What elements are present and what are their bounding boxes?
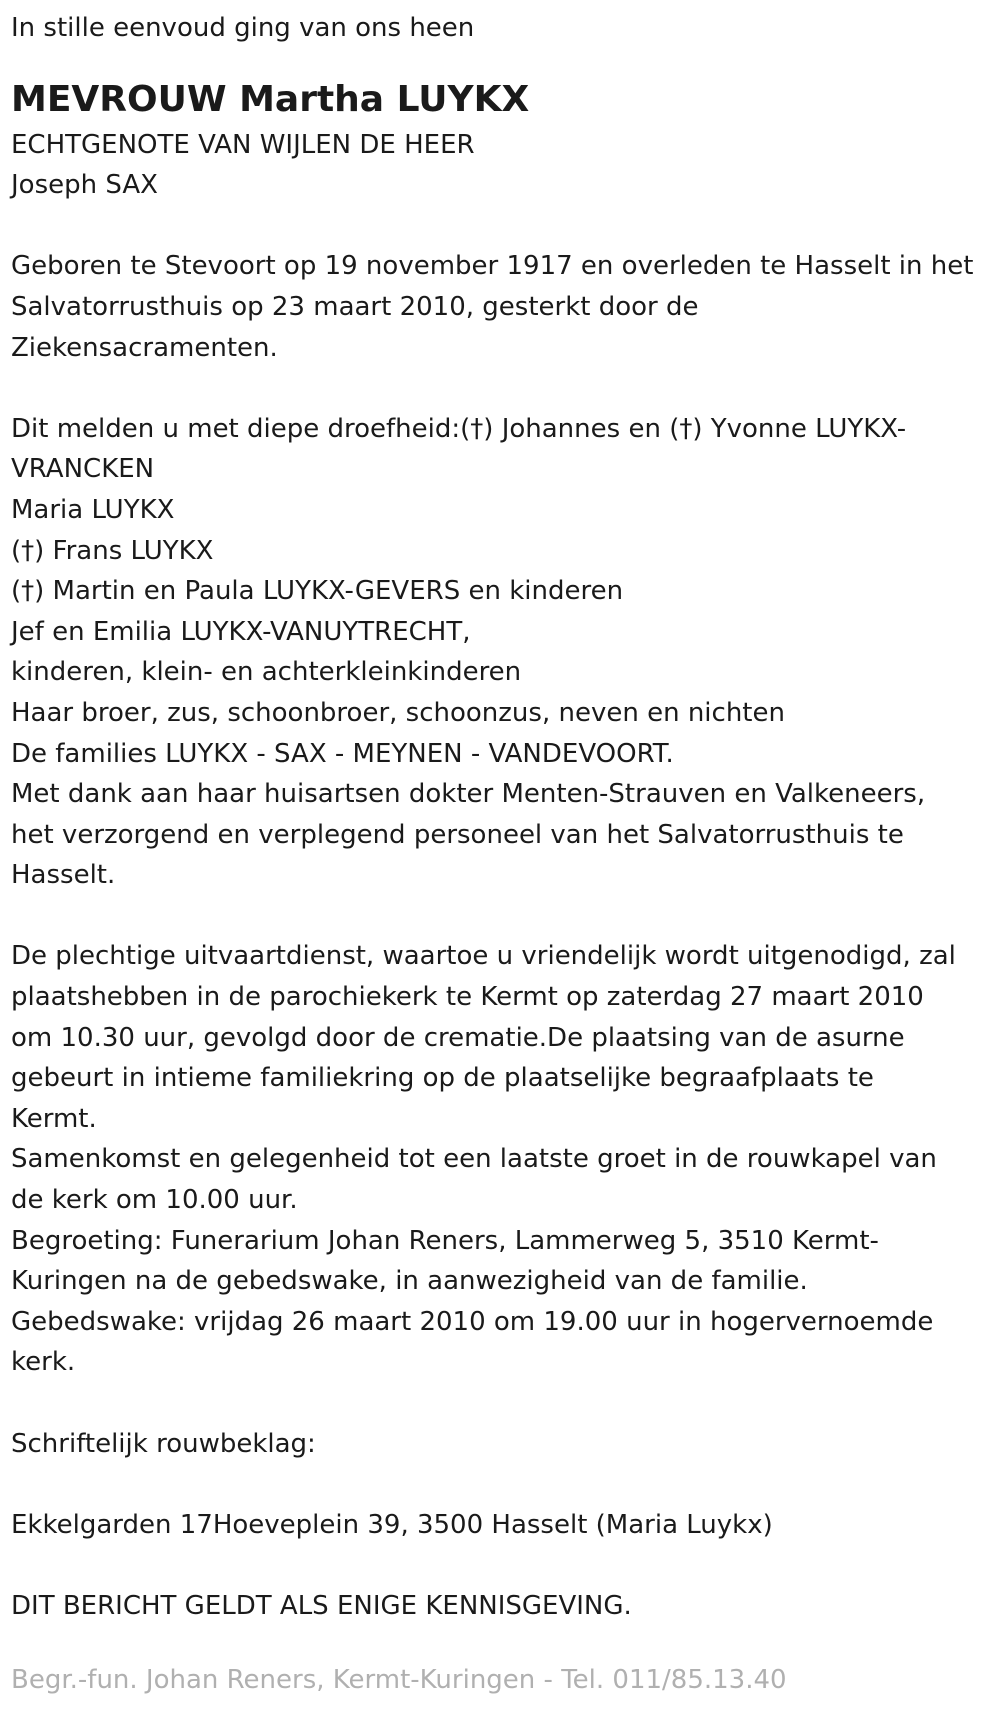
intro-line: In stille eenvoud ging van ons heen	[11, 13, 475, 43]
deceased-name: MEVROUW Martha LUYKX	[11, 78, 530, 120]
paragraph-line: om 10.30 uur, gevolgd door de crematie.De plaatsing van de asurne	[11, 1022, 905, 1053]
paragraph-line: Maria LUYKX	[11, 494, 175, 525]
paragraph-line: Jef en Emilia LUYKX-VANUYTRECHT,	[11, 616, 471, 647]
announcement-paragraph	[11, 409, 1000, 896]
paragraph-line: gebeurt in intieme familiekring op de plaatselijke begraafplaats te	[11, 1063, 874, 1094]
spacer	[11, 1545, 1000, 1586]
paragraph-line: Hasselt.	[11, 860, 116, 891]
paragraph-line: Ziekensacramenten.	[11, 332, 278, 363]
paragraph-line: Begroeting: Funerarium Johan Reners, Lammerweg 5, 3510 Kermt-	[11, 1225, 879, 1256]
paragraph-line: Kermt.	[11, 1103, 97, 1134]
paragraph-line: (†) Martin en Paula LUYKX-GEVERS en kinderen	[11, 576, 624, 607]
paragraph-line: De families LUYKX - SAX - MEYNEN - VANDEVOORT.	[11, 738, 674, 769]
spacer	[11, 206, 1000, 247]
condolence-label: Schriftelijk rouwbeklag:	[11, 1428, 316, 1459]
paragraph-line: Haar broer, zus, schoonbroer, schoonzus, neven en nichten	[11, 697, 785, 728]
spacer	[11, 368, 1000, 409]
birth-death-paragraph	[11, 246, 1000, 368]
paragraph-line: Samenkomst en gelegenheid tot een laatste groet in de rouwkapel van	[11, 1144, 937, 1175]
paragraph-line: Met dank aan haar huisartsen dokter Menten-Strauven en Valkeneers,	[11, 779, 926, 810]
spouse-label: ECHTGENOTE VAN WIJLEN DE HEER	[11, 129, 475, 160]
spacer	[11, 1383, 1000, 1424]
condolence-address: Ekkelgarden 17Hoeveplein 39, 3500 Hasselt (Maria Luykx)	[11, 1509, 773, 1540]
paragraph-line: (†) Frans LUYKX	[11, 535, 214, 566]
ceremony-paragraph	[11, 936, 1000, 1383]
spacer	[11, 1464, 1000, 1505]
spouse-name: Joseph SAX	[11, 170, 158, 201]
paragraph-line: het verzorgend en verplegend personeel van het Salvatorrusthuis te	[11, 819, 904, 850]
paragraph-line: Kuringen na de gebedswake, in aanwezigheid van de familie.	[11, 1266, 808, 1297]
spacer	[11, 896, 1000, 937]
paragraph-line: Gebedswake: vrijdag 26 maart 2010 om 19.00 uur in hogervernoemde	[11, 1306, 934, 1337]
funeral-director-footer: Begr.-fun. Johan Reners, Kermt-Kuringen - Tel. 011/85.13.40	[11, 1665, 787, 1695]
paragraph-line: kinderen, klein- en achterkleinkinderen	[11, 657, 522, 688]
paragraph-line: de kerk om 10.00 uur.	[11, 1185, 298, 1216]
paragraph-line: De plechtige uitvaartdienst, waartoe u vriendelijk wordt uitgenodigd, zal	[11, 941, 956, 972]
paragraph-line: Dit melden u met diepe droefheid:(†) Johannes en (†) Yvonne LUYKX-	[11, 413, 907, 444]
paragraph-line: plaatshebben in de parochiekerk te Kermt op zaterdag 27 maart 2010	[11, 982, 924, 1013]
paragraph-line: kerk.	[11, 1347, 76, 1378]
paragraph-line: Geboren te Stevoort op 19 november 1917 en overleden te Hasselt in het	[11, 251, 974, 282]
official-notice: DIT BERICHT GELDT ALS ENIGE KENNISGEVING.	[11, 1590, 632, 1621]
paragraph-line: Salvatorrusthuis op 23 maart 2010, gesterkt door de	[11, 291, 699, 322]
paragraph-line: VRANCKEN	[11, 454, 155, 485]
